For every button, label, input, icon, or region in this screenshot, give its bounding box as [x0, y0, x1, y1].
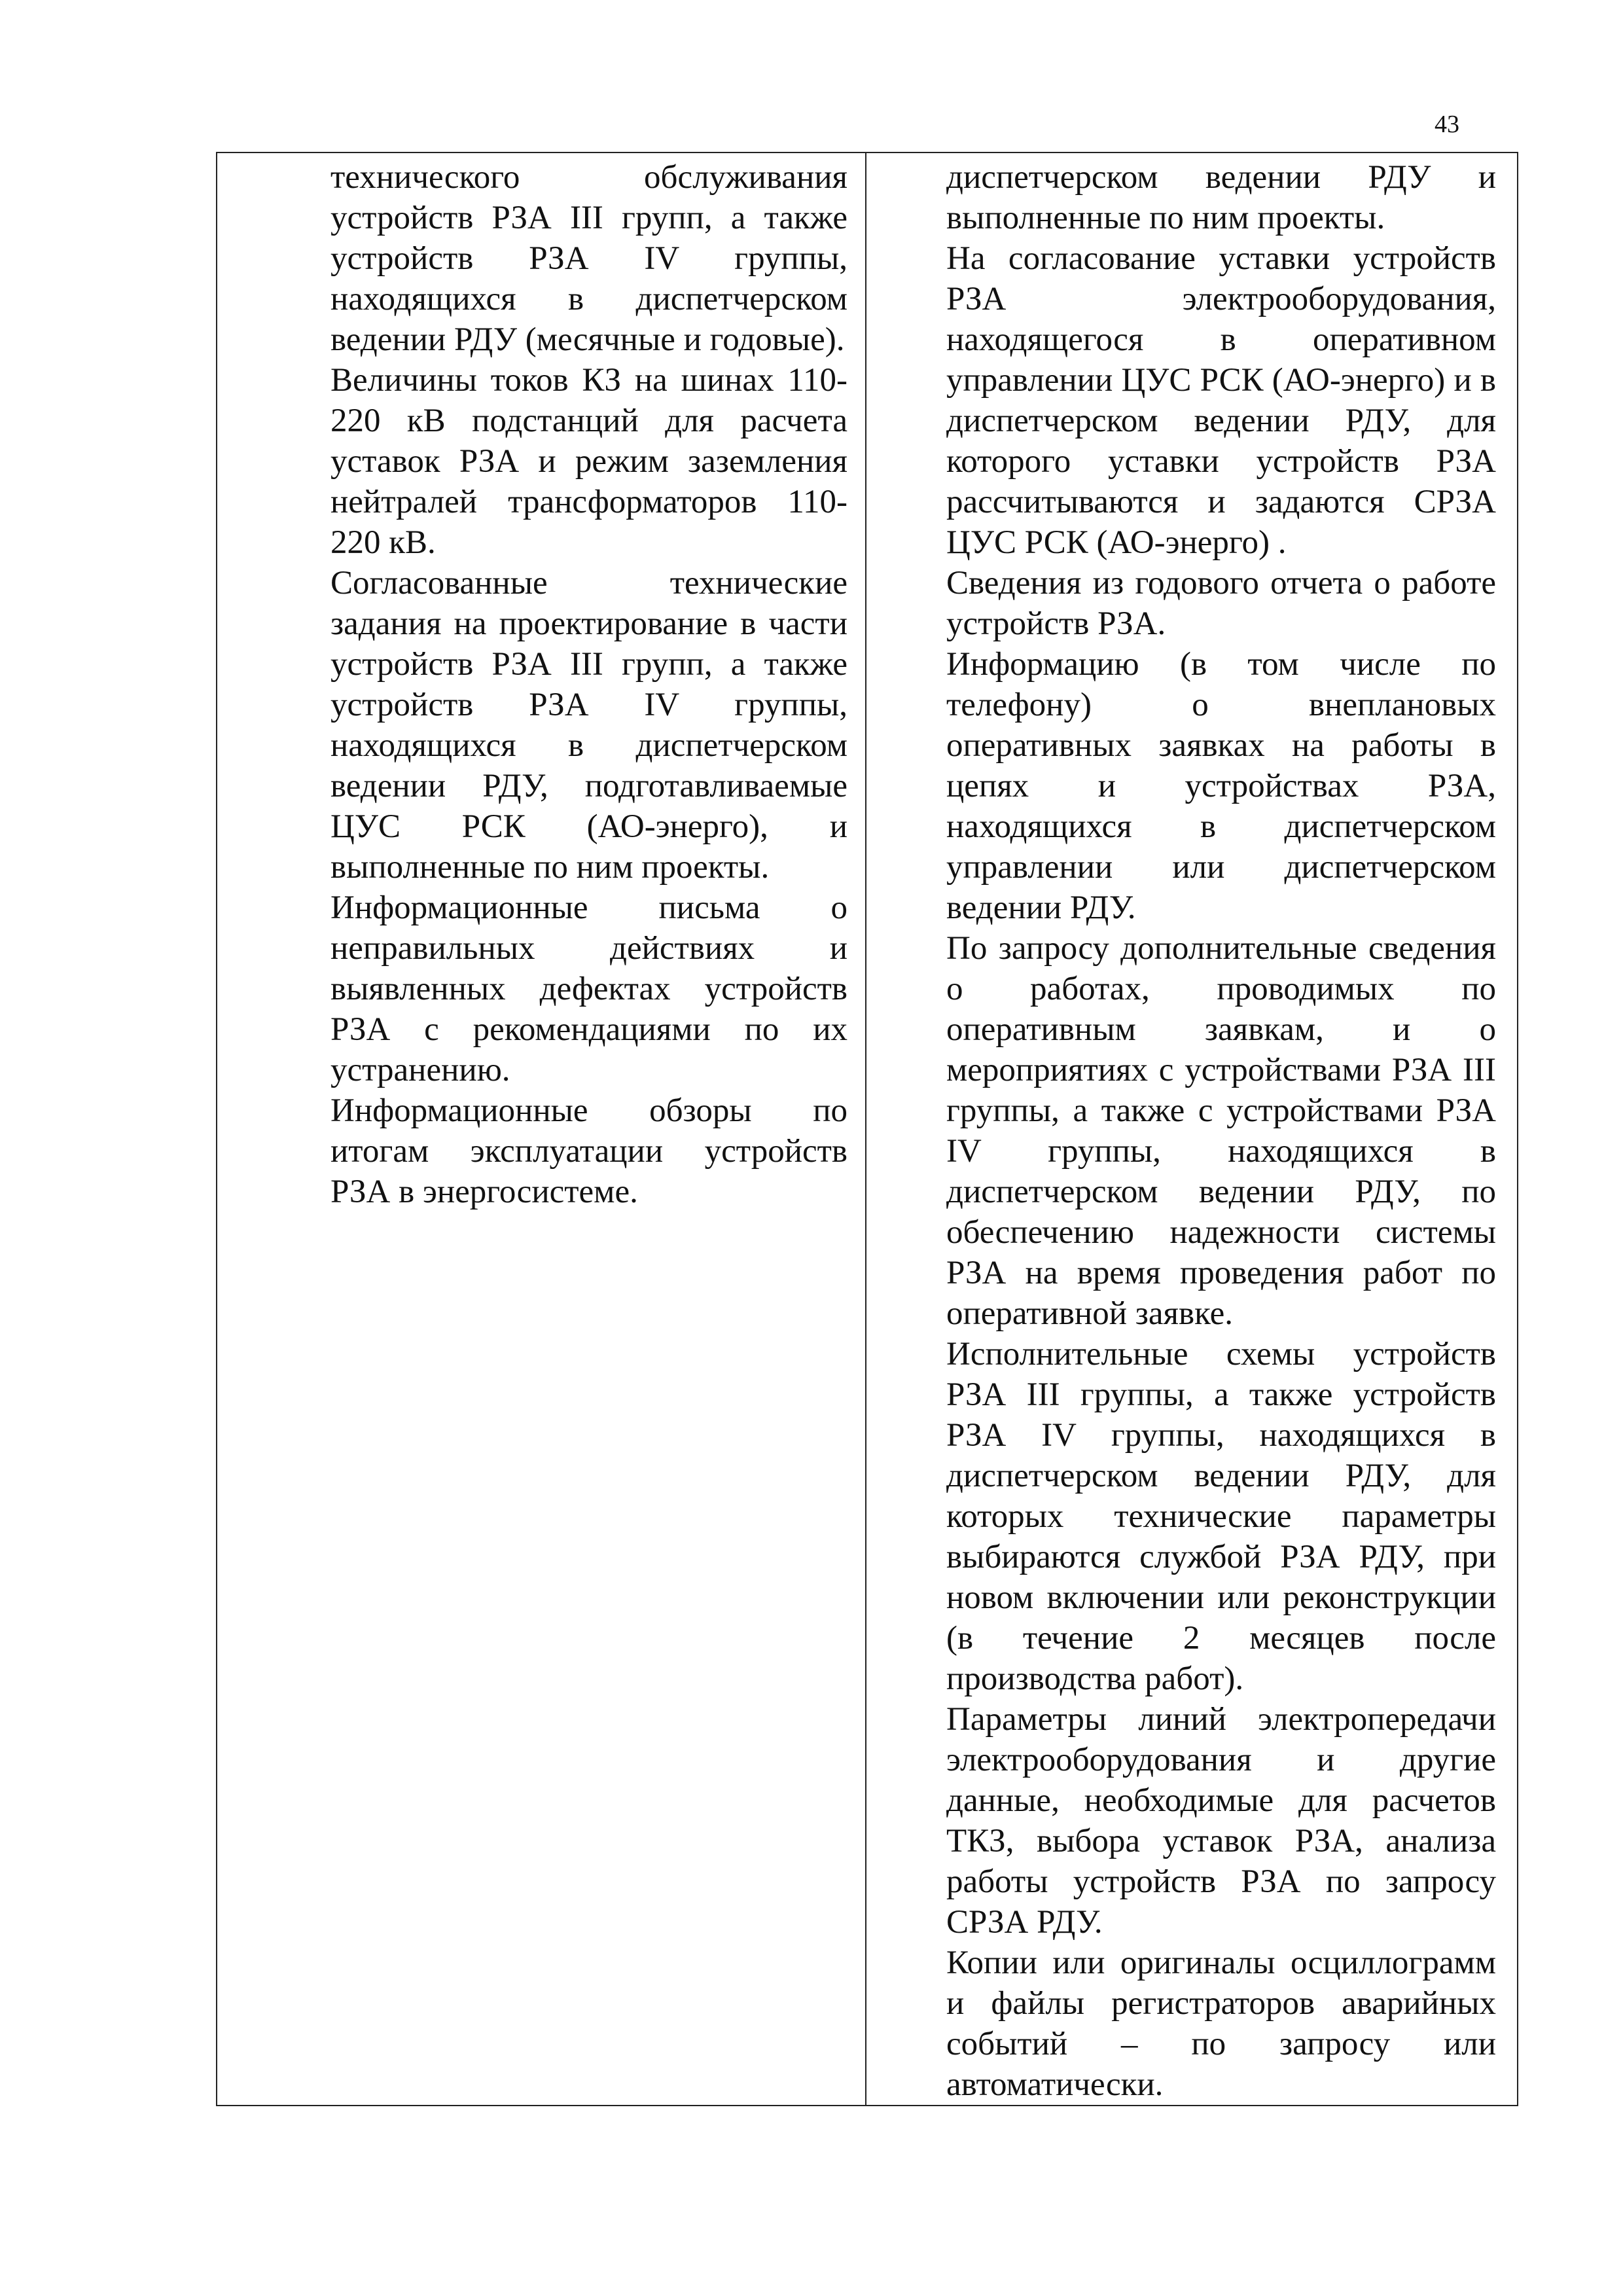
right-column-cell [866, 152, 1518, 2106]
right-paragraph-7: Параметры линий электропередачи электрооборудования и другие данные, необходимые для расчетов ТКЗ, выбора уставок РЗА, анализа работы устройств РЗА по запросу СРЗА РДУ. [946, 1701, 1496, 1941]
right-column-content [946, 157, 1496, 2105]
left-paragraph-1: технического обслуживания устройств РЗА III групп, а также устройств РЗА IV группы, находящихся в диспетчерском ведении РДУ (месячные и годовые). [330, 159, 847, 358]
document-table [216, 152, 1518, 2106]
left-paragraph-3: Согласованные технические задания на проектирование в части устройств РЗА III групп, а также устройств РЗА IV группы, находящихся в диспетчерском ведении РДУ, подготавливаемые ЦУС РСК (АО-энерго), и выполненные по ним проекты. [330, 565, 847, 886]
right-paragraph-1: диспетчерском ведении РДУ и выполненные по ним проекты. [946, 159, 1496, 236]
page-number: 43 [1435, 111, 1459, 138]
right-paragraph-6: Исполнительные схемы устройств РЗА III группы, а также устройств РЗА IV группы, находящихся в диспетчерском ведении РДУ, для которых технические параметры выбираются службой РЗА РДУ, при новом включении или реконструкции (в течение 2 месяцев после производства работ). [946, 1336, 1496, 1697]
right-paragraph-3: Сведения из годового отчета о работе устройств РЗА. [946, 565, 1496, 642]
right-paragraph-2: На согласование уставки устройств РЗА электрооборудования, находящегося в оперативном управлении ЦУС РСК (АО-энерго) и в диспетчерском ведении РДУ, для которого уставки устройств РЗА рассчитываются и задаются СРЗА ЦУС РСК (АО-энерго) . [946, 240, 1496, 561]
left-column-content [330, 157, 847, 1212]
right-paragraph-5: По запросу дополнительные сведения о работах, проводимых по оперативным заявкам, и о мероприятиях с устройствами РЗА III группы, а также с устройствами РЗА IV группы, находящихся в диспетчерском ведении РДУ, по обеспечению надежности системы РЗА на время проведения работ по оперативной заявке. [946, 930, 1496, 1332]
table-row [217, 152, 1518, 2106]
left-paragraph-4: Информационные письма о неправильных действиях и выявленных дефектах устройств РЗА с рекомендациями по их устранению. [330, 889, 847, 1088]
left-paragraph-2: Величины токов КЗ на шинах 110-220 кВ подстанций для расчета уставок РЗА и режим заземления нейтралей трансформаторов 110-220 кВ. [330, 362, 847, 561]
right-paragraph-8: Копии или оригиналы осциллограмм и файлы регистраторов аварийных событий – по запросу или автоматически. [946, 1945, 1496, 2103]
left-paragraph-5: Информационные обзоры по итогам эксплуатации устройств РЗА в энергосистеме. [330, 1092, 847, 1210]
left-column-cell [217, 152, 866, 2106]
right-paragraph-4: Информацию (в том числе по телефону) о внеплановых оперативных заявках на работы в цепях и устройствах РЗА, находящихся в диспетчерском управлении или диспетчерском ведении РДУ. [946, 646, 1496, 926]
